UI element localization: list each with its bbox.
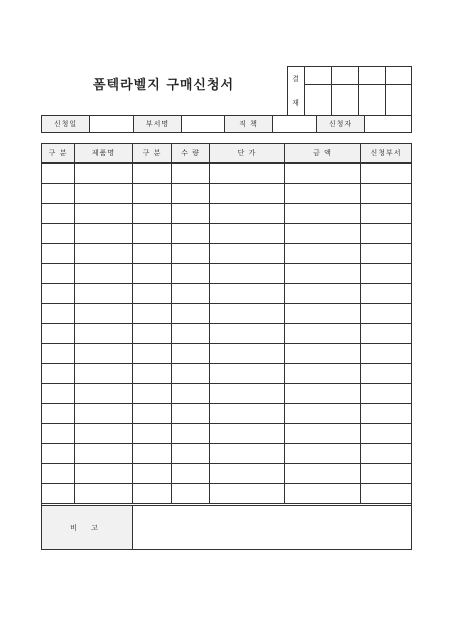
table-cell[interactable] bbox=[75, 464, 133, 484]
table-cell[interactable] bbox=[361, 384, 412, 404]
table-cell[interactable] bbox=[361, 244, 412, 264]
table-row bbox=[42, 224, 412, 244]
approval-box bbox=[287, 66, 412, 116]
table-cell[interactable] bbox=[285, 344, 361, 364]
table-cell[interactable] bbox=[75, 424, 133, 444]
table-cell[interactable] bbox=[42, 404, 75, 424]
table-cell[interactable] bbox=[75, 204, 133, 224]
table-cell[interactable] bbox=[361, 424, 412, 444]
table-cell[interactable] bbox=[75, 304, 133, 324]
table-cell[interactable] bbox=[210, 284, 285, 304]
position-field[interactable] bbox=[273, 116, 317, 133]
table-cell[interactable] bbox=[133, 444, 172, 464]
table-cell[interactable] bbox=[210, 304, 285, 324]
table-row bbox=[42, 284, 412, 304]
table-cell[interactable] bbox=[172, 444, 210, 464]
approval-label-top: 결 bbox=[292, 75, 300, 83]
table-cell[interactable] bbox=[172, 304, 210, 324]
table-cell[interactable] bbox=[210, 204, 285, 224]
table-cell[interactable] bbox=[361, 264, 412, 284]
table-cell[interactable] bbox=[361, 324, 412, 344]
approval-title-cell bbox=[332, 67, 359, 85]
approval-title-cell bbox=[305, 67, 332, 85]
table-cell[interactable] bbox=[210, 184, 285, 204]
table-cell[interactable] bbox=[210, 264, 285, 284]
table-cell[interactable] bbox=[133, 284, 172, 304]
column-header: 단 가 bbox=[210, 144, 285, 164]
table-cell[interactable] bbox=[75, 484, 133, 504]
approval-label bbox=[288, 67, 305, 116]
table-cell[interactable] bbox=[75, 444, 133, 464]
table-cell[interactable] bbox=[361, 404, 412, 424]
table-cell[interactable] bbox=[210, 244, 285, 264]
table-cell[interactable] bbox=[210, 464, 285, 484]
table-cell[interactable] bbox=[210, 364, 285, 384]
table-cell[interactable] bbox=[42, 484, 75, 504]
table-cell[interactable] bbox=[210, 444, 285, 464]
table-row bbox=[42, 464, 412, 484]
approval-sign-cell[interactable] bbox=[305, 85, 332, 116]
table-row bbox=[42, 304, 412, 324]
table-cell[interactable] bbox=[42, 264, 75, 284]
table-cell[interactable] bbox=[42, 224, 75, 244]
table-row bbox=[42, 324, 412, 344]
table-row bbox=[42, 204, 412, 224]
table-cell[interactable] bbox=[172, 324, 210, 344]
table-cell[interactable] bbox=[42, 424, 75, 444]
table-cell[interactable] bbox=[361, 184, 412, 204]
table-cell[interactable] bbox=[172, 364, 210, 384]
table-cell[interactable] bbox=[285, 424, 361, 444]
table-cell[interactable] bbox=[172, 344, 210, 364]
table-cell[interactable] bbox=[285, 484, 361, 504]
dept-label: 부서명 bbox=[134, 116, 182, 133]
table-cell[interactable] bbox=[42, 284, 75, 304]
position-label: 직 책 bbox=[225, 116, 273, 133]
table-cell[interactable] bbox=[210, 163, 285, 184]
table-cell[interactable] bbox=[210, 224, 285, 244]
table-cell[interactable] bbox=[133, 404, 172, 424]
table-cell[interactable] bbox=[172, 384, 210, 404]
column-header: 신청부서 bbox=[361, 144, 412, 164]
table-cell[interactable] bbox=[42, 364, 75, 384]
table-cell[interactable] bbox=[285, 163, 361, 184]
note-label: 비 고 bbox=[42, 506, 133, 550]
table-row bbox=[42, 384, 412, 404]
table-row bbox=[42, 424, 412, 444]
table-cell[interactable] bbox=[285, 464, 361, 484]
table-cell[interactable] bbox=[361, 163, 412, 184]
table-row bbox=[42, 484, 412, 504]
table-cell[interactable] bbox=[285, 264, 361, 284]
table-cell[interactable] bbox=[361, 484, 412, 504]
table-cell[interactable] bbox=[172, 464, 210, 484]
table-row bbox=[42, 264, 412, 284]
form-title: 폼텍라벨지 구매신청서 bbox=[93, 78, 235, 93]
table-cell[interactable] bbox=[361, 344, 412, 364]
table-cell[interactable] bbox=[42, 204, 75, 224]
table-cell[interactable] bbox=[172, 163, 210, 184]
table-cell[interactable] bbox=[133, 184, 172, 204]
table-row bbox=[42, 184, 412, 204]
table-cell[interactable] bbox=[285, 404, 361, 424]
table-cell[interactable] bbox=[133, 244, 172, 264]
table-row bbox=[42, 364, 412, 384]
table-cell[interactable] bbox=[210, 344, 285, 364]
dept-field[interactable] bbox=[182, 116, 225, 133]
approval-sign-cell[interactable] bbox=[359, 85, 386, 116]
table-cell[interactable] bbox=[361, 304, 412, 324]
table-cell[interactable] bbox=[361, 464, 412, 484]
table-cell[interactable] bbox=[133, 344, 172, 364]
table-cell[interactable] bbox=[285, 384, 361, 404]
column-header: 수 량 bbox=[172, 144, 210, 164]
approval-sign-cell[interactable] bbox=[386, 85, 412, 116]
table-cell[interactable] bbox=[133, 424, 172, 444]
applicant-label: 신청자 bbox=[317, 116, 365, 133]
table-cell[interactable] bbox=[42, 344, 75, 364]
table-cell[interactable] bbox=[75, 404, 133, 424]
table-cell[interactable] bbox=[210, 404, 285, 424]
note-field[interactable] bbox=[133, 506, 412, 550]
table-cell[interactable] bbox=[210, 424, 285, 444]
table-cell[interactable] bbox=[42, 464, 75, 484]
table-cell[interactable] bbox=[133, 464, 172, 484]
table-cell[interactable] bbox=[75, 224, 133, 244]
table-cell[interactable] bbox=[285, 184, 361, 204]
table-cell[interactable] bbox=[172, 404, 210, 424]
approval-sign-cell[interactable] bbox=[332, 85, 359, 116]
column-header: 금 액 bbox=[285, 144, 361, 164]
table-cell[interactable] bbox=[172, 204, 210, 224]
table-cell[interactable] bbox=[285, 244, 361, 264]
table-cell[interactable] bbox=[42, 244, 75, 264]
approval-title-cell bbox=[359, 67, 386, 85]
table-cell[interactable] bbox=[75, 384, 133, 404]
table-cell[interactable] bbox=[42, 163, 75, 184]
note-row bbox=[42, 506, 412, 550]
table-cell[interactable] bbox=[133, 484, 172, 504]
table-cell[interactable] bbox=[210, 484, 285, 504]
table-cell[interactable] bbox=[285, 304, 361, 324]
table-cell[interactable] bbox=[42, 304, 75, 324]
table-cell[interactable] bbox=[172, 424, 210, 444]
table-row bbox=[42, 244, 412, 264]
table-cell[interactable] bbox=[285, 324, 361, 344]
table-header-row bbox=[42, 144, 412, 164]
table-row bbox=[42, 444, 412, 464]
column-header: 구 분 bbox=[42, 144, 75, 164]
table-cell[interactable] bbox=[133, 304, 172, 324]
table-cell[interactable] bbox=[172, 284, 210, 304]
table-cell[interactable] bbox=[361, 224, 412, 244]
table-cell[interactable] bbox=[172, 244, 210, 264]
approval-title-cell bbox=[386, 67, 412, 85]
date-field[interactable] bbox=[90, 116, 134, 133]
table-cell[interactable] bbox=[133, 384, 172, 404]
column-header: 구 분 bbox=[133, 144, 172, 164]
table-cell[interactable] bbox=[133, 264, 172, 284]
column-header: 제품명 bbox=[75, 144, 133, 164]
table-cell[interactable] bbox=[75, 244, 133, 264]
table-cell[interactable] bbox=[42, 324, 75, 344]
table-cell[interactable] bbox=[210, 324, 285, 344]
table-cell[interactable] bbox=[285, 444, 361, 464]
table-cell[interactable] bbox=[133, 224, 172, 244]
table-cell[interactable] bbox=[172, 224, 210, 244]
table-cell[interactable] bbox=[75, 324, 133, 344]
table-cell[interactable] bbox=[75, 284, 133, 304]
applicant-info-table bbox=[41, 115, 412, 133]
table-cell[interactable] bbox=[285, 204, 361, 224]
table-cell[interactable] bbox=[133, 204, 172, 224]
table-cell[interactable] bbox=[172, 184, 210, 204]
applicant-field[interactable] bbox=[365, 116, 412, 133]
date-label: 신청일 bbox=[42, 116, 90, 133]
table-cell[interactable] bbox=[361, 364, 412, 384]
table-row bbox=[42, 404, 412, 424]
table-cell[interactable] bbox=[133, 364, 172, 384]
table-cell[interactable] bbox=[361, 204, 412, 224]
table-cell[interactable] bbox=[361, 284, 412, 304]
table-cell[interactable] bbox=[133, 163, 172, 184]
table-cell[interactable] bbox=[210, 384, 285, 404]
table-cell[interactable] bbox=[42, 184, 75, 204]
table-row bbox=[42, 163, 412, 184]
table-cell[interactable] bbox=[75, 264, 133, 284]
table-cell[interactable] bbox=[285, 364, 361, 384]
table-cell[interactable] bbox=[75, 344, 133, 364]
table-cell[interactable] bbox=[75, 184, 133, 204]
table-cell[interactable] bbox=[75, 163, 133, 184]
purchase-items-table bbox=[41, 143, 412, 550]
table-cell[interactable] bbox=[172, 484, 210, 504]
table-cell[interactable] bbox=[42, 444, 75, 464]
table-cell[interactable] bbox=[42, 384, 75, 404]
table-cell[interactable] bbox=[172, 264, 210, 284]
table-cell[interactable] bbox=[285, 284, 361, 304]
table-cell[interactable] bbox=[133, 324, 172, 344]
table-row bbox=[42, 344, 412, 364]
table-cell[interactable] bbox=[361, 444, 412, 464]
approval-label-bottom: 재 bbox=[292, 99, 300, 107]
table-cell[interactable] bbox=[285, 224, 361, 244]
table-cell[interactable] bbox=[75, 364, 133, 384]
